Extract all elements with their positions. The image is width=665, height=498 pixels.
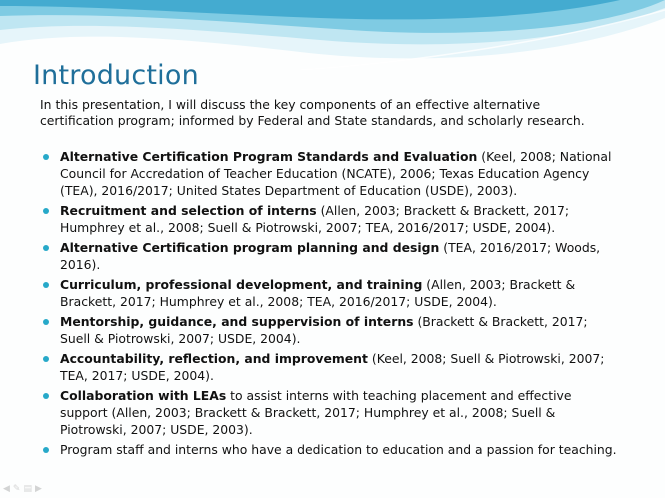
bullet-dot-icon — [43, 208, 49, 214]
slides-icon[interactable]: ▤ — [23, 484, 32, 494]
slide-title: Introduction — [33, 60, 199, 91]
bullet-item: Curriculum, professional development, and training (Allen, 2003; Brackett & Brackett, 2017; Humphrey et al., 2008; TEA, 2016/2017; USDE, 2004). — [42, 276, 620, 310]
bullet-item: Recruitment and selection of interns (Allen, 2003; Brackett & Brackett, 2017; Humphrey et al., 2008; Suell & Piotrowski, 2007; TEA, 2016/2017; USDE, 2004). — [42, 202, 620, 236]
bullet-item: Accountability, reflection, and improvement (Keel, 2008; Suell & Piotrowski, 2007; TEA, 2017; USDE, 2004). — [42, 350, 620, 384]
bullet-dot-icon — [43, 447, 49, 453]
bullet-dot-icon — [43, 245, 49, 251]
bullet-dot-icon — [43, 319, 49, 325]
forward-arrow-icon[interactable]: ▶ — [34, 484, 42, 494]
pen-icon[interactable]: ✎ — [12, 484, 21, 494]
intro-paragraph: In this presentation, I will discuss the key components of an effective alternative certification program; informed by Federal and State standards, and scholarly research. — [40, 97, 585, 128]
bullet-dot-icon — [43, 356, 49, 362]
bullet-item: Program staff and interns who have a dedication to education and a passion for teaching. — [42, 441, 620, 458]
bullet-list — [42, 148, 620, 458]
slideshow-controls — [3, 484, 42, 494]
bullet-item: Mentorship, guidance, and suppervision of interns (Brackett & Brackett, 2017; Suell & Piotrowski, 2007; USDE, 2004). — [42, 313, 620, 347]
bullet-item: Collaboration with LEAs to assist interns with teaching placement and effective support (Allen, 2003; Brackett & Brackett, 2017; Humphrey et al., 2008; Suell & Piotrowski, 2007; USDE, 2003). — [42, 387, 620, 438]
bullet-item: Alternative Certification Program Standards and Evaluation (Keel, 2008; National Council for Accredation of Teacher Education (NCATE), 2006; Texas Education Agency (TEA), 2016/2017; United States Department of Education (USDE), 2003). — [42, 148, 620, 199]
bullet-dot-icon — [43, 282, 49, 288]
back-arrow-icon[interactable]: ◀ — [3, 484, 10, 494]
bullet-item: Alternative Certification program planning and design (TEA, 2016/2017; Woods, 2016). — [42, 239, 620, 273]
bullet-dot-icon — [43, 393, 49, 399]
bullet-dot-icon — [43, 154, 49, 160]
